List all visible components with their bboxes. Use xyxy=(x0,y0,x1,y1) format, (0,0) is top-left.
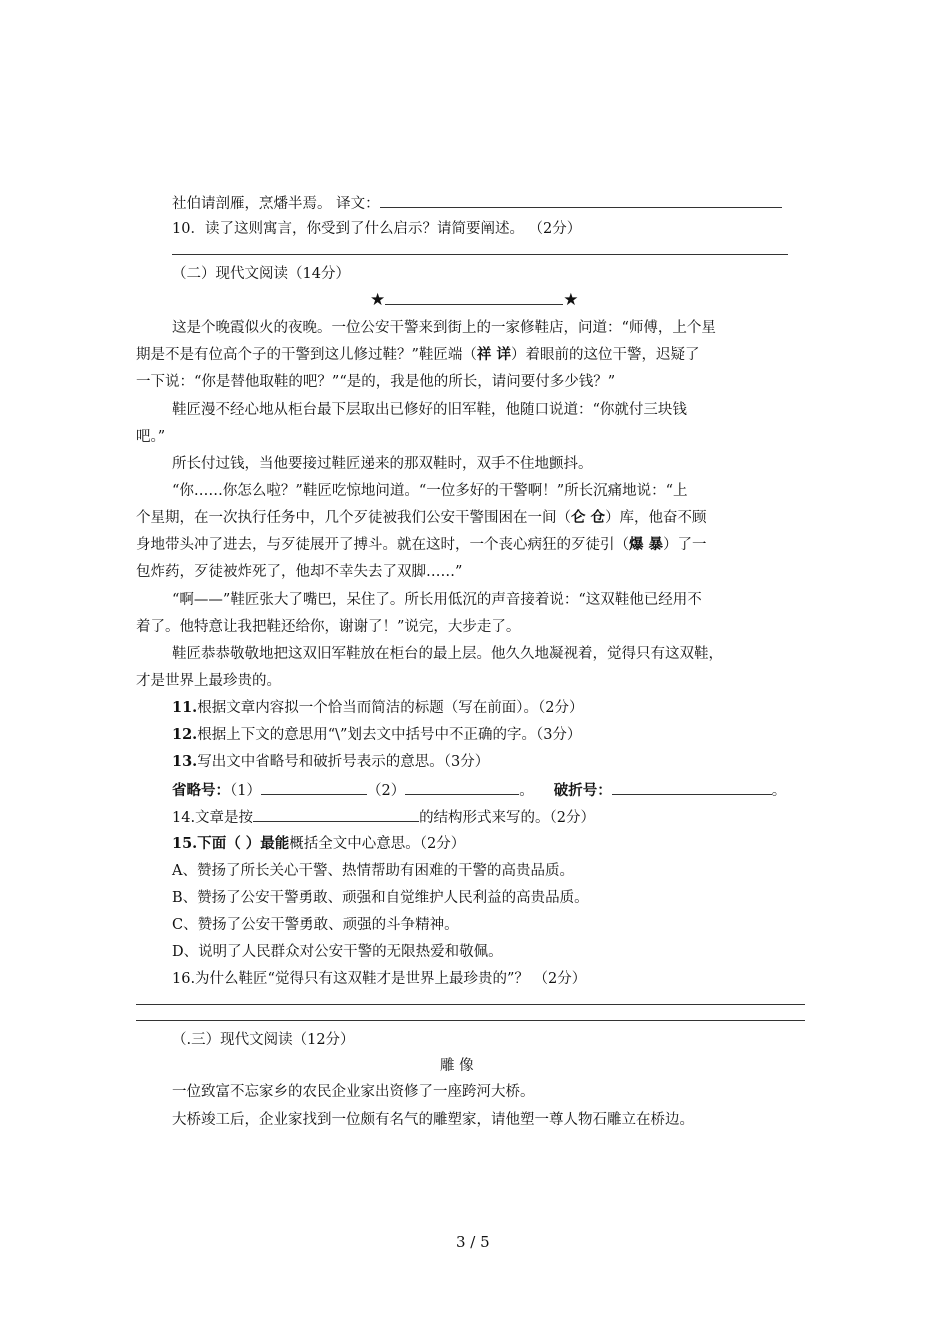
q12-number: 12. xyxy=(172,726,198,743)
p1-text: ）着眼前的这位干警，迟疑了 xyxy=(510,347,700,363)
ellipsis-label: 省略号： xyxy=(172,782,230,799)
option-d[interactable]: D、说明了人民群众对公安干警的无限热爱和敬佩。 xyxy=(172,944,503,960)
question-12 xyxy=(172,725,581,745)
p4-text: ）库，他奋不顾 xyxy=(605,510,707,526)
p5-line2: 着了。他特意让我把鞋还给你，谢谢了！”说完，大步走了。 xyxy=(136,619,521,635)
option-b[interactable]: B、赞扬了公安干警勇敢、顽强和自觉维护人民利益的高贵品质。 xyxy=(172,890,589,906)
star-icon: ★ xyxy=(563,290,579,310)
title-blank[interactable] xyxy=(385,290,563,305)
q11-number: 11. xyxy=(172,699,198,716)
classical-line xyxy=(172,193,782,214)
ellipsis-part2: （2） xyxy=(366,783,406,799)
translation-blank[interactable] xyxy=(380,193,782,208)
p4-text: ）了一 xyxy=(663,537,707,553)
p6-line2: 才是世界上最珍贵的。 xyxy=(136,673,281,689)
ellipsis-end: 。 xyxy=(519,783,534,799)
page-number: 3 / 5 xyxy=(456,1233,490,1251)
p4-line1: “你……你怎么啦？”鞋匠吃惊地问道。“一位多好的干警啊！”所长沉痛地说：“上 xyxy=(172,483,688,499)
option-c[interactable]: C、赞扬了公安干警勇敢、顽强的斗争精神。 xyxy=(172,917,459,933)
s3-line2: 大桥竣工后，企业家找到一位颇有名气的雕塑家，请他塑一尊人物石雕立在桥边。 xyxy=(172,1112,694,1128)
q11-text: 根据文章内容拟一个恰当而简洁的标题（写在前面）。（2分） xyxy=(197,700,584,716)
answer-line-10[interactable] xyxy=(172,254,788,255)
p2-line2: 吧。” xyxy=(136,429,166,445)
q15-text-b: 概括全文中心意思。（2分） xyxy=(289,836,466,852)
p5-line1: “啊——”鞋匠张大了嘴巴，呆住了。所长用低沉的声音接着说：“这双鞋他已经用不 xyxy=(172,592,702,608)
question-14 xyxy=(172,807,595,828)
p4-line2 xyxy=(136,508,707,528)
p2-line1: 鞋匠漫不经心地从柜台最下层取出已修好的旧军鞋，他随口说道：“你就付三块钱 xyxy=(172,402,687,418)
story-title: 雕 像 xyxy=(440,1058,474,1074)
choice-xiang[interactable]: 祥 详 xyxy=(476,346,511,363)
question-11 xyxy=(172,698,583,718)
p1-line2 xyxy=(136,345,699,365)
answer-line-16b[interactable] xyxy=(136,1020,805,1021)
q15-text-a: 15.下面（ ）最能 xyxy=(172,835,290,852)
classical-text: 社伯请剖雁，烹燔半焉。 译文： xyxy=(172,196,380,212)
p1-line3: 一下说：“你是替他取鞋的吧？”“是的，我是他的所长，请问要付多少钱？” xyxy=(136,374,616,390)
dash-blank[interactable] xyxy=(612,780,772,795)
question-10: 10．读了这则寓言，你受到了什么启示？请简要阐述。 （2分） xyxy=(172,221,582,237)
question-16: 16.为什么鞋匠“觉得只有这双鞋才是世界上最珍贵的”？ （2分） xyxy=(172,971,587,987)
ellipsis-blank-2[interactable] xyxy=(405,780,519,795)
answer-line-16a[interactable] xyxy=(136,1004,805,1005)
choice-bao[interactable]: 爆 暴 xyxy=(629,536,664,553)
p4-line3 xyxy=(136,535,707,555)
q14-text-a: 14.文章是按 xyxy=(172,810,254,826)
p3-line: 所长付过钱，当他要接过鞋匠递来的那双鞋时，双手不住地颤抖。 xyxy=(172,456,593,472)
question-13 xyxy=(172,752,489,772)
p1-line1: 这是个晚霞似火的夜晚。一位公安干警来到街上的一家修鞋店，问道：“师傅，上个星 xyxy=(172,320,716,336)
p4-text: 个星期，在一次执行任务中，几个歹徒被我们公安干警围困在一间（ xyxy=(136,510,571,526)
s3-line1: 一位致富不忘家乡的农民企业家出资修了一座跨河大桥。 xyxy=(172,1084,535,1100)
question-15 xyxy=(172,834,465,854)
section2-heading: （二）现代文阅读（14分） xyxy=(172,266,350,282)
title-blank-row xyxy=(370,290,579,311)
dash-end: 。 xyxy=(771,783,787,799)
answer-row-13 xyxy=(172,780,786,801)
ellipsis-blank-1[interactable] xyxy=(261,780,367,795)
q13-number: 13. xyxy=(172,753,198,770)
p6-line1: 鞋匠恭恭敬敬地把这双旧军鞋放在柜台的最上层。他久久地凝视着，觉得只有这双鞋， xyxy=(172,646,723,662)
q12-text: 根据上下文的意思用“\”划去文中括号中不正确的字。（3分） xyxy=(197,727,582,743)
dash-label: 破折号： xyxy=(553,782,612,799)
choice-cang[interactable]: 仑 仓 xyxy=(571,509,606,526)
p1-text: 期是不是有位高个子的干警到这儿修过鞋？”鞋匠端（ xyxy=(136,347,477,363)
star-icon: ★ xyxy=(370,290,386,310)
q14-blank[interactable] xyxy=(253,807,419,822)
q13-text: 写出文中省略号和破折号表示的意思。（3分） xyxy=(197,754,490,770)
p4-line4: 包炸药，歹徒被炸死了，他却不幸失去了双脚……” xyxy=(136,564,463,580)
q14-text-b: 的结构形式来写的。（2分） xyxy=(419,810,596,826)
p4-text: 身地带头冲了进去，与歹徒展开了搏斗。就在这时，一个丧心病狂的歹徒引（ xyxy=(136,537,629,553)
option-a[interactable]: A、赞扬了所长关心干警、热情帮助有困难的干警的高贵品质。 xyxy=(172,863,574,879)
section3-heading: （.三）现代文阅读（12分） xyxy=(172,1032,355,1048)
ellipsis-part1: （1） xyxy=(230,783,261,799)
